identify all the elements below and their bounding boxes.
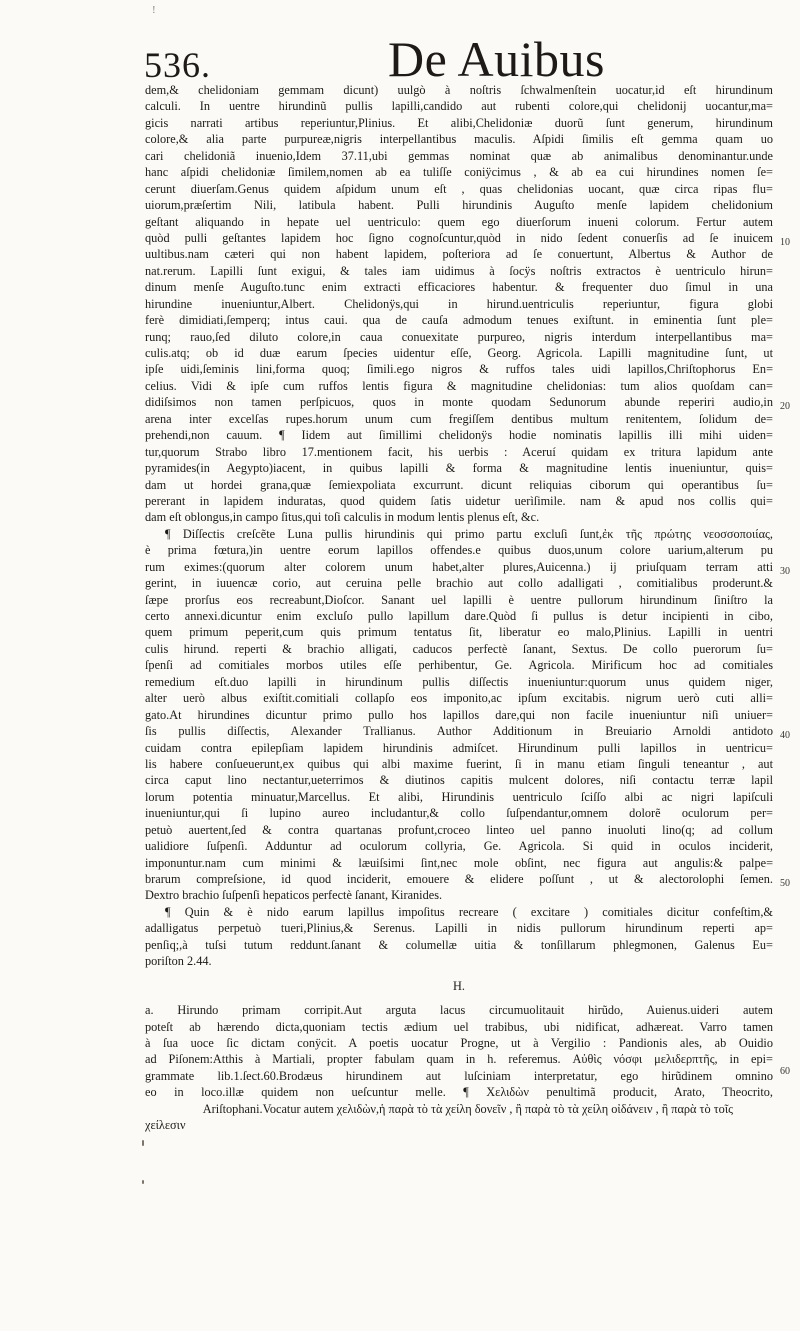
text-line: circa caput lino nectantur,ueterrimos & diutinos capitis mulcent dolores, niſi contactu terræ lapil [145,773,773,788]
text-line: Dextro brachio ſuſpenſi hepaticos perfectè ſanant, Kiranides. [145,888,443,903]
text-line: brarum compreſsione, id quod inciderit, emouere & elidere poſſunt , ut & alectorolophi ſemen. [145,872,773,886]
text-line: culis hirund. reperti & brachio alligati, caducos perfectè ſanant, Sextus. De collo puerorum ſu= [145,641,773,656]
text-line: ad Piſonem:Atthis à Martiali, propter fabulam quam in h. referemus. Αὐθὶς νόσφι μελιδερπτῆς, in epi= [145,1052,773,1067]
text-line: dinum menſe Auguſto.tunc enim extracti efficaciores habentur. & frequenter duo ſimul in una [145,280,773,295]
text-line: quem primum peperit,cum quis primum tentatus ſit, liberatur eo malo,Plinius. Lapilli in uentri [145,625,773,640]
text-line: gicis narrati artibus reperiuntur,Plinius. Et alibi,Chelidoniæ duorũ ſunt generum, hirundinum [145,115,773,130]
text-line: poriſton 2.44. [145,954,212,969]
text-line: dem,& chelidoniam gemmam dicunt) uulgò à noſtris ſchwalmenſtein uocatur,id eſt hirundinum [145,83,773,97]
scan-speck [142,1140,144,1146]
text-line: quòd pulli geſtantes lapidem hoc ſigno cognoſcuntur,quòd in nido ſedent conuerſis ad ſe inuicem [145,230,773,245]
text-line: didiſsimos non tamen perſpicuos, quos in monte quodam Sedunorum abunde reperiri audio,in [145,395,773,410]
text-line: colore,& alia parte purpureæ,nigris interpellantibus maculis. Aſpidi ſimilis eſt gemma quam uo [145,132,773,147]
margin-line-number: 10 [780,237,790,248]
text-line: à ſua uoce ſic dictam conÿcit. A poetis uocatur Progne, ut à Vergilio : Pandionis ales, ab Ouidio [145,1035,773,1050]
text-line: arena inter excelſas rupes.horum unum cum fregiſſem dentibus multum renitentem, ſolidum de= [145,411,773,426]
text-line: dam ut hordei grana,quæ ſemiexpoliata excurrunt. dicunt reliquias ciborum qui operantibus ſu= [145,477,773,492]
margin-line-number: 40 [780,730,790,741]
text-line: è prima fœtura,)in uentre eorum lapillos offendes.e quibus duos,unum colore uarium,alterum pu [145,543,773,558]
text-line: lorum potentia minuatur,Marcellus. Et alibi, Hirundinis uentriculo ſciſſo albi ac nigri lapiſculi [145,789,773,804]
section-heading: H. [453,978,465,993]
text-line: ſæpe prorſus eos recreabunt,Dioſcor. Sanant uel lapilli è uentre pullorum hirundinum ſiniſtro la [145,592,773,607]
text-line: eo in loco.illæ quidem non ueſcuntur melle. ¶ Χελιδὼν penultimã producit, Arato, Theocrito, [145,1085,773,1100]
text-line: adalligatus perpetuò tueri,Plinius,& Serenus. Lapilli in nidis pullorum hirundinum reperti ap= [145,921,773,936]
text-line: pyramides(in Aegypto)iacent, in quibus lapilli & forma & magnitudine lentis inueniuntur, quis= [145,461,773,476]
text-line: prehendi,non cauum. ¶ Iidem aut ſimillimi chelidonÿs hodie nominatis lapillis illi mihi uiden= [145,428,773,443]
text-line: a. Hirundo primam corripit.Aut arguta lacus circumuolitauit hirũdo, Auienus.uideri autem [145,1003,773,1018]
text-line: tur,quorum Strabo libro 17.mentionem facit, his uerbis : Aceruí quidam ex tritura lapidum ante [145,444,773,459]
corner-mark: ! [152,4,156,16]
text-line: nat.rerum. Lapilli ſunt exigui, & tales iam uidimus à ſocÿs noſtris extractos è uentriculo hirun= [145,263,773,278]
text-line: pererant in lapidem induratas, quod quidem ſatis uidetur uerìſimile. nam & apud nos collis qui= [145,493,773,508]
text-line: ſis pullis diſſectis, Alexander Trallianus. Author Additionum in Breuiario Arnoldi antidoto [145,724,773,739]
text-line: rum eximes:(quorum alter colorem unum habet,alter plures,Auicenna.) ij priuſquam terram atti [145,559,773,574]
text-line: petuò auertent,ſed & contra quartanas profunt,croceo linteo uel panno inuoluti lino(q; ad collum [145,822,773,837]
margin-line-number: 20 [780,401,790,412]
text-line: ferè dimidiati,ſemperq; intus caui. qua de cauſa admodum tenues exiſtunt. in eminentia ſunt ple= [145,313,773,328]
margin-line-number: 50 [780,878,790,889]
text-line: hirundine inueniuntur,Albert. Chelidonÿs,qui in hirund.uentriculis reperiuntur, figura globi [145,296,773,311]
running-title: De Auibus [388,31,605,87]
section-gap [145,994,773,1002]
text-line: gerint, in iuuencæ corio, aut ceruina pelle brachio aut collo adalligati , comitialibus proderunt.& [145,576,773,591]
text-line: imponuntur.nam cum minimi & læuiſsimi ſint,nec mole obſint, nec figura aut angulis:& palpe= [145,855,773,870]
margin-line-number: 60 [780,1066,790,1077]
text-line: runq; rauo,ſed diluto colore,in caua conuexitate purpureo, nigris interdum interpellantibus ma= [145,329,773,344]
scan-speck [142,1180,144,1184]
text-line: gato.At hirundines dicuntur primo pullo hos lapillos dare,qui non facile inueniuntur niſi uniuer= [145,707,773,722]
text-line: certo annexi.dicuntur enim excluſo pullo lapillum dare.Quòd ſi pullus is detur incipienti in cibo, [145,609,773,623]
margin-line-number: 30 [780,566,790,577]
text-line: alter uerò albus exiſtit.comitiali collapſo eos imponito,ac ipſum excitabis. nigrum uerò cuti alli= [145,691,773,706]
text-line: χείλεσιν [145,1118,186,1133]
text-line: grammate lib.1.ſect.60.Brodæus hirundinem aut luſciniam interpretatur, ego hirũdinem omnino [145,1068,773,1083]
text-line: uiorum,præſertim Nili, latibula habent. Pulli hirundinis Auguſto menſe lapidem chelidonium [145,198,773,213]
text-line: ¶ Quin & è nido earum lapillus impoſitus recreare ( excitare ) comitiales dicitur confeſtim,& [165,904,773,919]
text-line: dam eſt oblongus,in campo ſitus,qui toſi calculis in modum lentis plenus eſt, &c. [145,510,540,525]
text-line: ſpenſi ad comitiales morbos utiles eſſe perhibentur, Ge. Agricola. Mirificum hoc ad comitiales [145,658,773,673]
text-line: geſtant aliquando in hepate uel uentriculo: quem ego diuerſorum inueni colorum. Fertur autem [145,214,773,229]
text-line: cuidam contra epilepſiam lapidem hirundinis admiſcet. Hirundinum pulli lapillos in uentricu= [145,740,773,755]
text-line: ¶ Diſſectis creſcẽte Luna pullis hirundinis qui primo partu excluſi ſunt,ἐκ τῆς πρώτης νεοσσοποιίας, [165,526,773,541]
text-line: calculi. In uentre hirundinũ pullis lapilli,candido aut rubenti colore,qui chelidonij uocantur,ma= [145,99,773,114]
text-line: remedium eſt.duo lapilli in hirundinum pullis diſſectis inueniuntur:quorum unus quidem niger, [145,674,773,689]
text-line: uultibus.nam cæteri qui non habent lapidem, poſteriora ad ſe conuertunt, Albertus & Author de [145,247,773,262]
page-number: 536. [144,45,211,85]
text-line: cari chelidoniã inuenio,Idem 37.11,ubi gemmas nominat quæ ab animalibus denominantur.unde [145,148,773,163]
page-header [140,30,780,90]
text-line: hanc aſpidi chelidoniæ ſimilem,nomen ab ea tuliſſe coniÿcimus , & ab ea cui hirundines nomen ſe= [145,165,773,180]
text-line: poteſt ab hærendo dicta,quoniam tectis ædium uel trabibus, ubi nidificat, adhæreat. Varro tamen [145,1019,773,1034]
body-text [145,82,773,1134]
text-line: penſiq;,à tuſsi tutum reddunt.ſanant & columellæ uitia & tonſillarum phlegmonen, Galenus Eu= [145,937,773,952]
text-line: inueniuntur,qui ſi lupino aureo includantur,& collo ſuſpendantur,omnem dolorẽ oculorum per= [145,806,773,821]
text-line: cerunt diuerſam.Genus quidem aſpidum unum eſt , quas chelidonias uocant, quæ circa ripas flu= [145,181,773,196]
text-line: lis habere conſueuerunt,ex quibus qui albi maxime fuerint, ſi in manu etiam ſinguli teneantur , aut [145,756,773,771]
text-line: culis.atq; ob id duæ earum ſpecies uidentur eſſe, Georg. Agricola. Lapilli magnitudine ſunt, ut [145,346,773,360]
section-gap [145,970,773,978]
text-line: celius. Vidi & ipſe cum ruffos lentis figura & magnitudine chelidonias: tum alios quoſdam can= [145,378,773,393]
text-line: ipſe uidi,ſeminis lini,forma quoq; ſimili.ego nigros & ruffos tales uidi lapillos,Chriſtophorus En= [145,362,773,377]
text-line: Ariſtophani.Vocatur autem χελιδὼν,ἡ παρὰ τὸ τὰ χείλη δονεῖν , ἢ παρὰ τὸ τὰ χείλη οἰδάνειν , ἢ παρὰ τὸ τοῖς [202,1101,733,1116]
text-line: ualidiore ſuſpenſi. Adduntur ad oculorum collyria, Ge. Agricola. Si quid in oculos inciderit, [145,839,773,854]
